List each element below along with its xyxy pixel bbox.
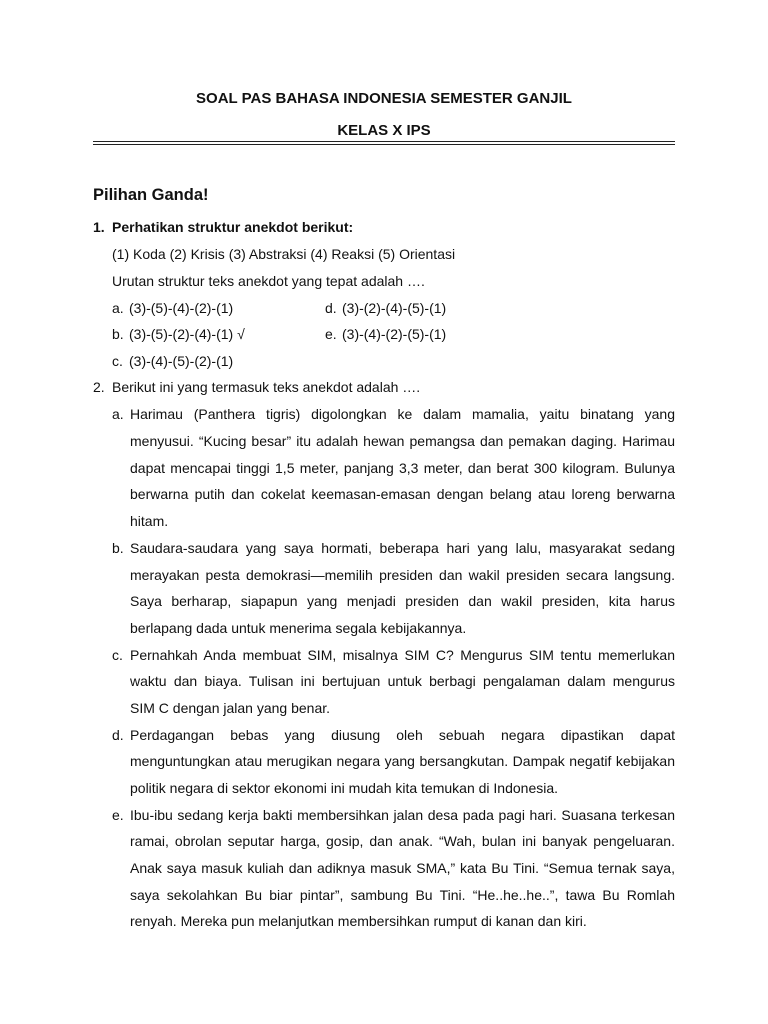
q1-option-c: (3)-(4)-(5)-(2)-(1) [129, 353, 234, 369]
document-subtitle: KELAS X IPS [337, 122, 431, 139]
q2-option-d-letter: d. [112, 727, 124, 743]
q2-option-e-line-4: saya sekolahkan Bu biar pintar”, sambung Bu Tini. “He..he..he..”, tawa Bu Romlah [130, 887, 675, 903]
q2-option-b-line-1: Saudara-saudara yang saya hormati, beberapa hari yang lalu, masyarakat sedang [130, 540, 675, 556]
q1-structure-list: (1) Koda (2) Krisis (3) Abstraksi (4) Reaksi (5) Orientasi [112, 246, 456, 262]
q2-option-c-line-2: waktu dan biaya. Tulisan ini bertujuan untuk berbagi pengalaman dalam mengurus [130, 673, 675, 689]
q2-option-e-line-5: renyah. Mereka pun melanjutkan membersihkan rumput di kanan dan kiri. [130, 913, 587, 929]
q2-option-a-line-5: hitam. [130, 513, 169, 529]
q1-option-d: (3)-(2)-(4)-(5)-(1) [342, 300, 447, 316]
q2-option-e-line-1: Ibu-ibu sedang kerja bakti membersihkan jalan desa pada pagi hari. Suasana terkesan [130, 807, 675, 823]
q1-option-c-letter: c. [112, 353, 123, 369]
q2-option-a-letter: a. [112, 406, 124, 422]
q1-option-e: (3)-(4)-(2)-(5)-(1) [342, 326, 447, 342]
q1-question: Perhatikan struktur anekdot berikut: [112, 219, 354, 235]
q2-option-b-line-2: merayakan pesta demokrasi—memilih presiden dan wakil presiden secara langsung. [130, 567, 675, 583]
q2-option-a-line-4: berwarna putih dan cokelat keemasan-emasan dengan belang atau loreng berwarna [130, 486, 675, 502]
q2-option-a-line-2: menyusui. “Kucing besar” itu adalah hewan pemangsa dan pemakan daging. Harimau [130, 433, 675, 449]
q1-prompt: Urutan struktur teks anekdot yang tepat adalah …. [112, 273, 425, 289]
q2-option-e-line-3: Anak saya masuk kuliah dan adiknya masuk SMA,” kata Bu Tini. “Semua ternak saya, [130, 860, 675, 876]
q2-option-e-line-2: ramai, obrolan seputar harga, gosip, dan anak. “Wah, bulan ini banyak pengeluaran. [130, 833, 675, 849]
q2-option-a-line-1: Harimau (Panthera tigris) digolongkan ke dalam mamalia, yaitu binatang yang [130, 406, 675, 422]
q1-option-b: (3)-(5)-(2)-(4)-(1) √ [129, 326, 245, 342]
document-title: SOAL PAS BAHASA INDONESIA SEMESTER GANJIL [196, 90, 572, 107]
q2-option-d-line-2: menguntungkan atau merugikan negara yang bersangkutan. Dampak negatif kebijakan [130, 753, 675, 769]
q2-option-a-line-3: dapat mencapai tinggi 1,5 meter, panjang 3,3 meter, dan berat 300 kilogram. Bulunya [130, 460, 675, 476]
section-heading: Pilihan Ganda! [93, 186, 209, 204]
q2-option-b-line-3: Saya berharap, siapapun yang menjadi presiden dan wakil presiden, kita harus [130, 593, 675, 609]
q2-option-b-line-4: berlapang dada untuk menerima segala kebijakannya. [130, 620, 467, 636]
q2-option-d-line-3: politik negara di sektor ekonomi ini mudah kita temukan di Indonesia. [130, 780, 559, 796]
title-rule-bottom [93, 144, 675, 145]
q1-number: 1. [93, 219, 105, 235]
q2-option-b-letter: b. [112, 540, 124, 556]
q2-option-c-line-1: Pernahkah Anda membuat SIM, misalnya SIM C? Mengurus SIM tentu memerlukan [130, 647, 675, 663]
q2-option-c-letter: c. [112, 647, 123, 663]
q1-option-d-letter: d. [325, 300, 337, 316]
q2-option-c-line-3: SIM C dengan jalan yang benar. [130, 700, 331, 716]
q1-option-a-letter: a. [112, 300, 124, 316]
q2-option-d-line-1: Perdagangan bebas yang diusung oleh sebuah negara dipastikan dapat [130, 727, 675, 743]
q2-option-e-letter: e. [112, 807, 124, 823]
title-rule-top [93, 141, 675, 142]
q2-number: 2. [93, 379, 105, 395]
q1-option-e-letter: e. [325, 326, 337, 342]
q1-option-a: (3)-(5)-(4)-(2)-(1) [129, 300, 234, 316]
q2-question: Berikut ini yang termasuk teks anekdot adalah …. [112, 379, 421, 395]
q1-option-b-letter: b. [112, 326, 124, 342]
